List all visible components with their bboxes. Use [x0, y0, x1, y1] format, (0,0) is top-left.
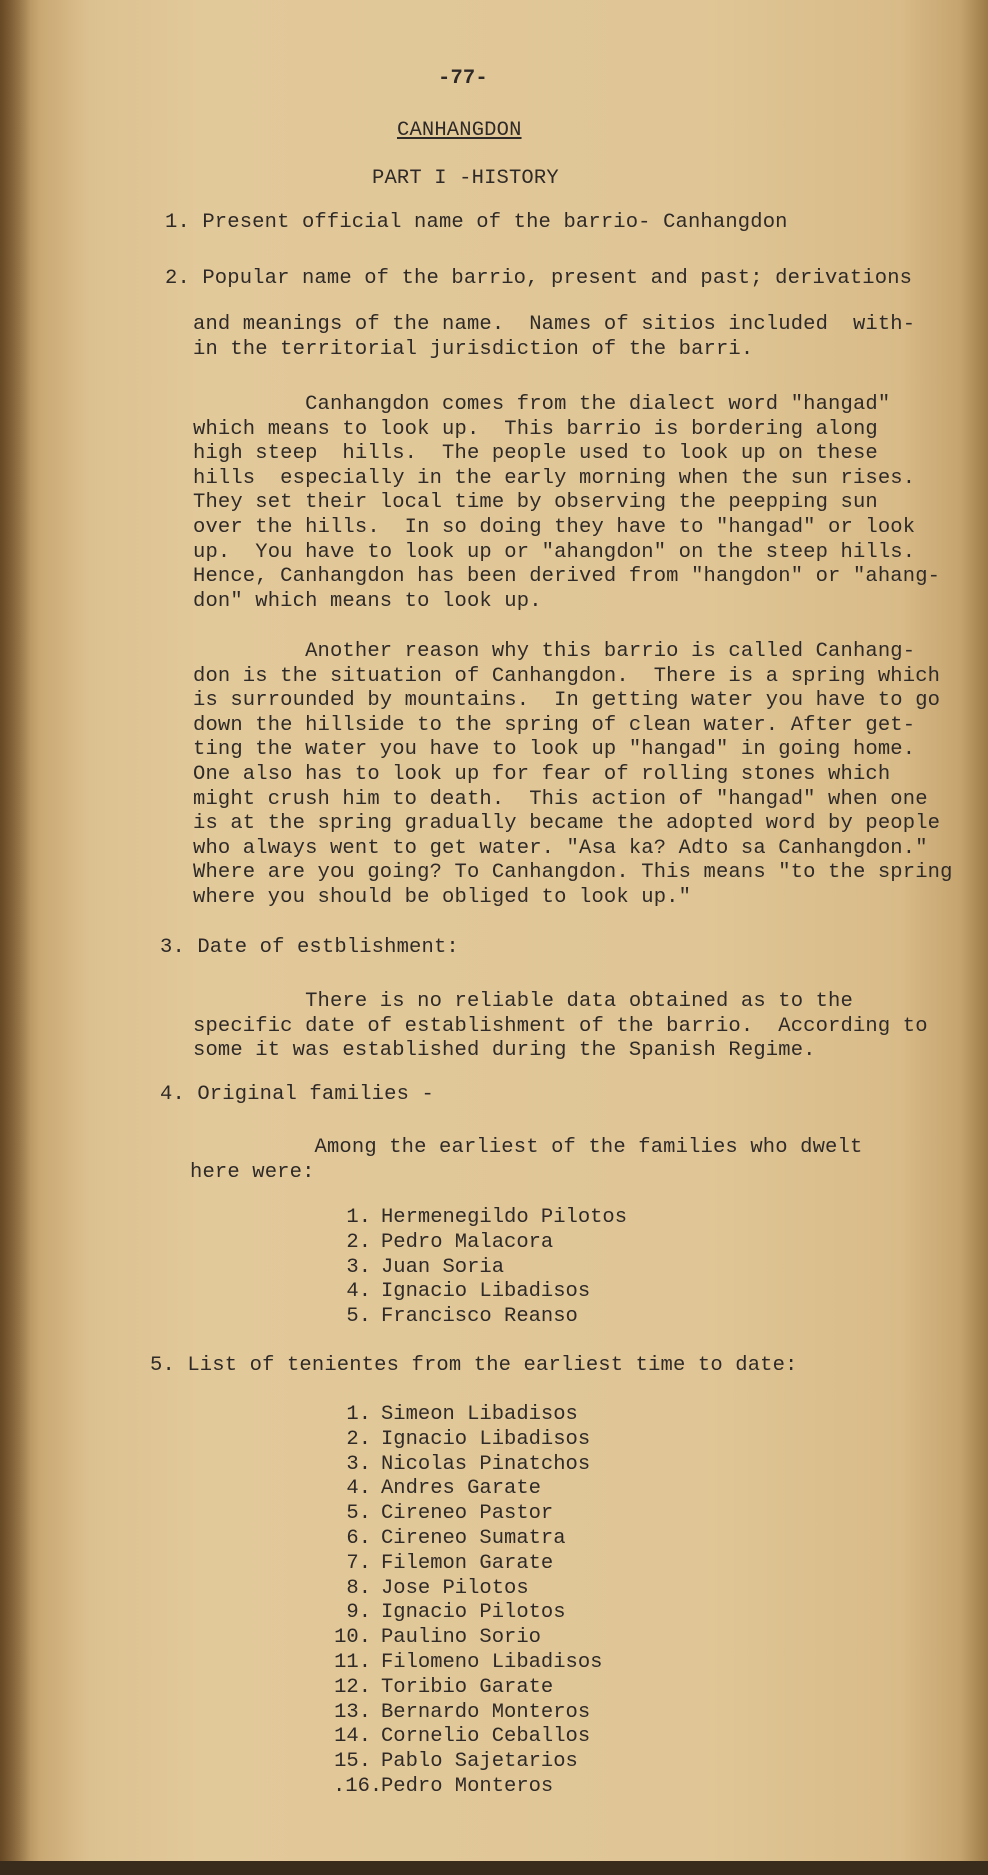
list-item: 10. Paulino Sorio — [334, 1626, 541, 1650]
list-item: 1. Simeon Libadisos — [346, 1403, 578, 1426]
list-item: 12. Toribio Garate — [334, 1675, 554, 1699]
binding-shadow — [0, 0, 30, 1875]
paragraph-spring-reason: Another reason why this barrio is called Canhang- don is the situation of Canhangdon. There is a spring which is surrounded by mountains. In getting water you have to go down the hillside to the spring of clean water. After get- ting the water you have to look up "hangad" in going home. One also has to look up for fear of rolling stones which might crush him to death. This action of "hangad" when one is at the spring gradually became the adopted word by people who always went to get water. "Asa ka? Adto sa Canhangdon." Where are you going? To Canhangdon. This means "to the spring where you should be obliged to look up." — [193, 640, 953, 909]
item-4-original-families: 4. Original families - — [160, 1083, 434, 1106]
tenientes-list — [333, 1403, 602, 1800]
paragraph-establishment: There is no reliable data obtained as to the specific date of establishment of the barrio. According to some it was established during the Spanish Regime. — [193, 990, 928, 1063]
list-item: .16.Pedro Monteros — [333, 1774, 554, 1798]
list-item: 5. Francisco Reanso — [346, 1305, 578, 1329]
paragraph-name-origin: Canhangdon comes from the dialect word "hangad" which means to look up. This barrio is bordering along high steep hills. The people used to look up on these hills especially in the early morning when the sun rises. They set their local time by observing the peepping sun over the hills. In so doing they have to "hangad" or look up. You have to look up or "ahangdon" on the steep hills. Hence, Canhangdon has been derived from "hangdon" or "ahang- don" which means to look up. — [193, 393, 941, 613]
document-title: CANHANGDON — [397, 119, 522, 142]
list-item: 3. Nicolas Pinatchos — [346, 1452, 591, 1476]
list-item: 8. Jose Pilotos — [346, 1576, 529, 1600]
list-item: 5. Cireneo Pastor — [346, 1502, 554, 1526]
list-item: 14. Cornelio Ceballos — [334, 1725, 591, 1749]
list-item: 7. Filemon Garate — [346, 1551, 554, 1575]
item-1-official-name: 1. Present official name of the barrio- Canhangdon — [165, 211, 788, 234]
list-item: 13. Bernardo Monteros — [334, 1700, 591, 1724]
list-item: 6. Cireneo Sumatra — [346, 1526, 566, 1550]
item-2-popular-name: 2. Popular name of the barrio, present and past; derivations — [165, 267, 913, 290]
families-list — [333, 1206, 627, 1330]
list-item: 9. Ignacio Pilotos — [346, 1601, 566, 1625]
list-item: 4. Ignacio Libadisos — [346, 1280, 591, 1304]
list-item: 15. Pablo Sajetarios — [334, 1750, 578, 1774]
list-item: 1. Hermenegildo Pilotos — [346, 1206, 628, 1229]
list-item: 2. Ignacio Libadisos — [346, 1427, 591, 1451]
list-item: 2. Pedro Malacora — [346, 1230, 554, 1254]
item-3-date-established: 3. Date of estblishment: — [160, 936, 459, 959]
item-2-continuation: and meanings of the name. Names of sitios included with- in the territorial jurisdiction of the barri. — [193, 313, 916, 361]
page-number: -77- — [438, 67, 488, 90]
list-item: 11. Filomeno Libadisos — [334, 1650, 603, 1674]
part-heading: PART I -HISTORY — [372, 167, 559, 190]
families-intro: Among the earliest of the families who dwelt here were: — [190, 1136, 863, 1184]
list-item: 3. Juan Soria — [346, 1255, 505, 1279]
item-5-tenientes: 5. List of tenientes from the earliest time to date: — [150, 1354, 798, 1377]
list-item: 4. Andres Garate — [346, 1477, 541, 1501]
